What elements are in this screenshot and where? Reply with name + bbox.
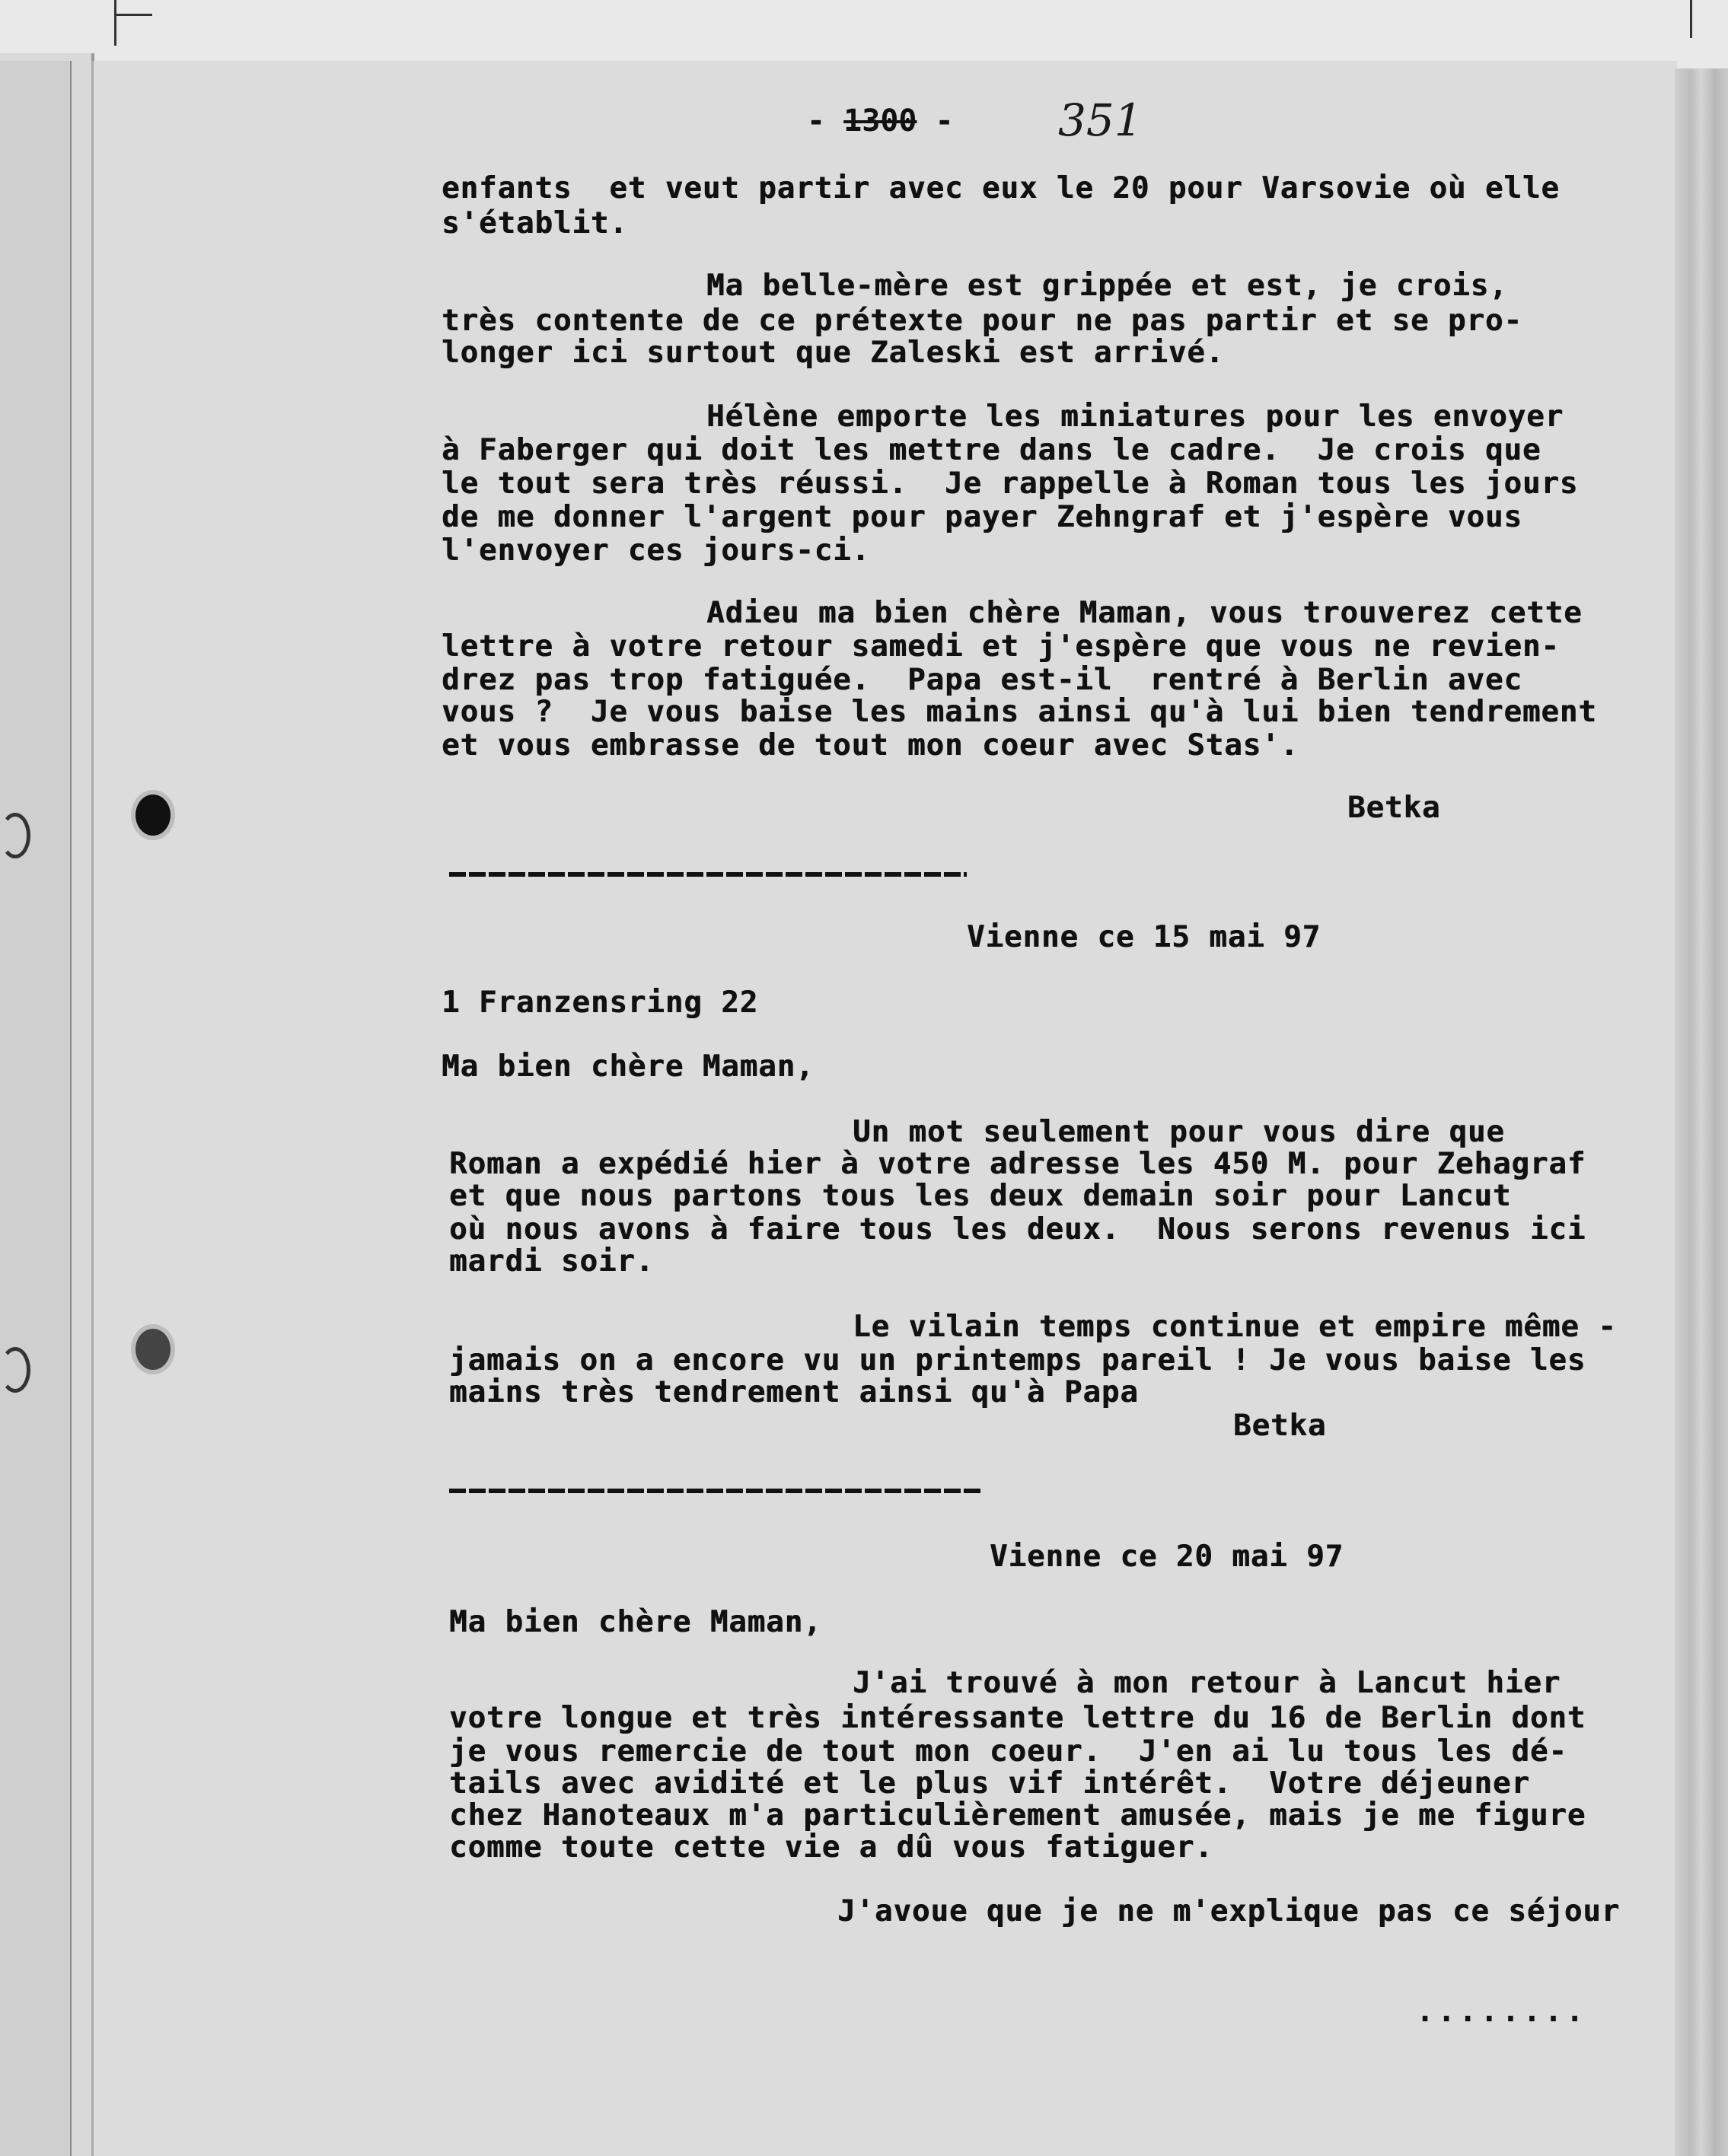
text-line: et que nous partons tous les deux demain soir pour Lancut <box>449 1179 1512 1213</box>
text-line: tails avec avidité et le plus vif intérêt. Votre déjeuner <box>449 1766 1530 1801</box>
text-line: vous ? Je vous baise les mains ainsi qu'à lui bien tendrement <box>442 695 1597 729</box>
text-line: chez Hanoteaux m'a particulièrement amusée, mais je me figure <box>449 1798 1586 1833</box>
crop-mark <box>114 14 152 18</box>
text-line: jamais on a encore vu un printemps pareil ! Je vous baise les <box>449 1343 1586 1377</box>
text-line: J'avoue que je ne m'explique pas ce séjour <box>837 1894 1621 1928</box>
text-line: Un mot seulement pour vous dire que <box>853 1115 1505 1149</box>
text-line: je vous remercie de tout mon coeur. J'en ai lu tous les dé- <box>449 1734 1567 1769</box>
text-line: mains très tendrement ainsi qu'à Papa <box>449 1375 1139 1409</box>
separator-rule <box>449 872 967 877</box>
text-line: l'envoyer ces jours-ci. <box>442 533 871 568</box>
text-line: et vous embrasse de tout mon coeur avec Stas'. <box>442 728 1299 763</box>
letter-salutation: Ma bien chère Maman, <box>449 1605 822 1639</box>
punch-hole <box>135 795 171 836</box>
letter-date: Vienne ce 20 mai 97 <box>990 1540 1344 1574</box>
letter-salutation: Ma bien chère Maman, <box>442 1049 815 1084</box>
text-line: à Faberger qui doit les mettre dans le cadre. Je crois que <box>442 433 1541 467</box>
separator-rule <box>449 1489 982 1493</box>
letter-date: Vienne ce 15 mai 97 <box>967 920 1322 954</box>
text-line: où nous avons à faire tous les deux. Nous serons revenus ici <box>449 1212 1586 1247</box>
text-line: longer ici surtout que Zaleski est arrivé. <box>442 336 1225 370</box>
text-line: votre longue et très intéressante lettre du 16 de Berlin dont <box>449 1701 1586 1735</box>
text-line: mardi soir. <box>449 1244 655 1279</box>
letter-address: 1 Franzensring 22 <box>442 986 759 1020</box>
page-stack-edges <box>1675 68 1728 2156</box>
binder-ring <box>0 813 30 858</box>
text-line: comme toute cette vie a dû vous fatiguer. <box>449 1830 1213 1865</box>
binder-ring <box>0 1347 30 1393</box>
page-number: - 1300 - <box>807 104 954 139</box>
text-line: de me donner l'argent pour payer Zehngraf et j'espère vous <box>442 500 1522 534</box>
continuation-mark: ........ <box>1416 1994 1587 2029</box>
text-line: très contente de ce prétexte pour ne pas partir et se pro- <box>442 304 1522 338</box>
text-line: Hélène emporte les miniatures pour les envoyer <box>706 400 1564 434</box>
folio-number: 351 <box>1058 94 1143 146</box>
text-line: Ma belle-mère est grippée et est, je crois, <box>706 269 1508 303</box>
signature: Betka <box>1347 791 1441 825</box>
text-line: drez pas trop fatiguée. Papa est-il rentré à Berlin avec <box>442 663 1522 697</box>
text-line: enfants et veut partir avec eux le 20 pour Varsovie où elle <box>442 171 1560 205</box>
crop-mark <box>114 0 118 46</box>
text-line: Roman a expédié hier à votre adresse les 450 M. pour Zehagraf <box>449 1147 1586 1181</box>
text-line: J'ai trouvé à mon retour à Lancut hier <box>853 1666 1561 1700</box>
text-line: lettre à votre retour samedi et j'espère que vous ne revien- <box>442 629 1560 664</box>
signature: Betka <box>1233 1409 1327 1443</box>
text-line: Adieu ma bien chère Maman, vous trouverez cette <box>706 596 1583 630</box>
text-line: Le vilain temps continue et empire même - <box>853 1310 1617 1344</box>
text-line: le tout sera très réussi. Je rappelle à Roman tous les jours <box>442 467 1579 501</box>
binder-edge <box>0 61 72 2156</box>
text-line: s'établit. <box>442 206 628 240</box>
punch-hole <box>135 1329 171 1370</box>
crop-mark <box>1690 0 1694 38</box>
